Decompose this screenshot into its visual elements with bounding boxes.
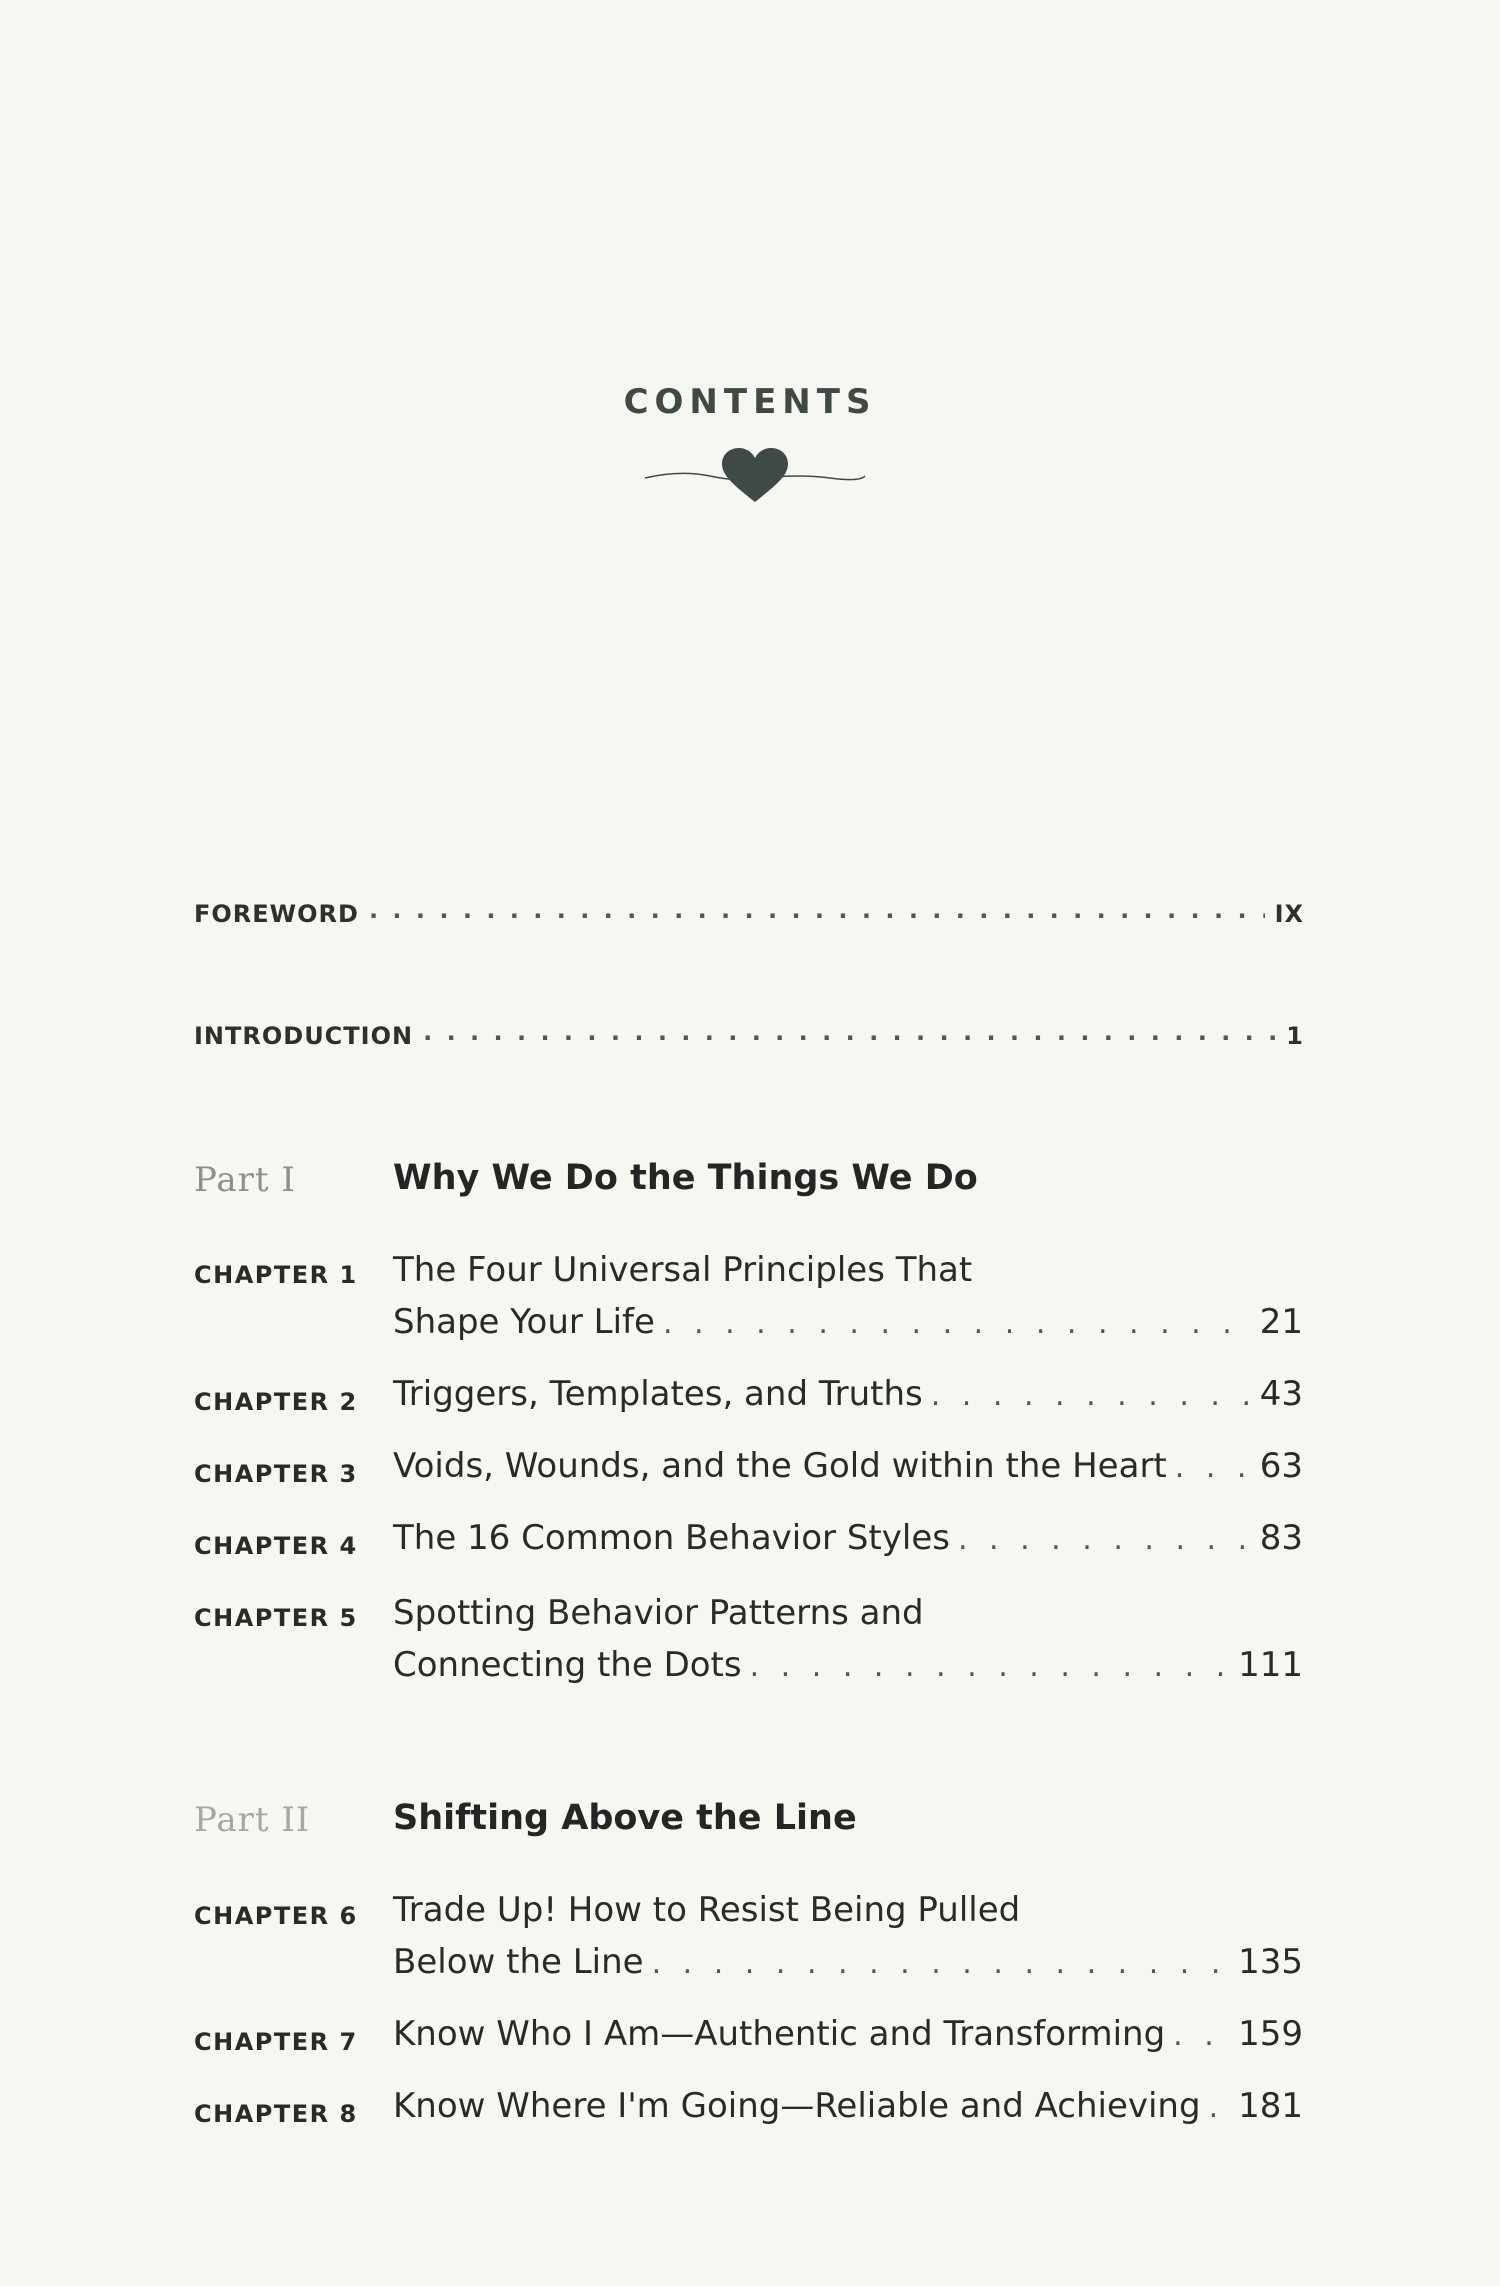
page-number: 83 [1259,1518,1303,1558]
chapter-title-line2: Connecting the Dots [393,1645,742,1685]
part-title: Why We Do the Things We Do [393,1158,978,1198]
part-label: Part I [194,1160,296,1200]
dot-leader [1175,1450,1252,1485]
dot-leader [652,1946,1231,1981]
toc-entry-chapter-5[interactable] [393,1645,1303,1693]
dot-leader [1209,2090,1231,2125]
chapter-label: CHAPTER 7 [194,2028,358,2056]
page-number: 1 [1286,1022,1304,1050]
chapter-label: CHAPTER 8 [194,2100,358,2128]
dot-leader [931,1378,1252,1413]
dot-leader [958,1522,1252,1557]
chapter-title-line1[interactable]: The Four Universal Principles That [393,1250,973,1290]
dot-leader [423,1018,1276,1046]
heart-divider-icon [640,440,870,510]
chapter-label: CHAPTER 3 [194,1460,358,1488]
part-title: Shifting Above the Line [393,1798,857,1838]
chapter-title-line1[interactable]: Trade Up! How to Resist Being Pulled [393,1890,1021,1930]
chapter-label: CHAPTER 1 [194,1261,358,1289]
page-number: 43 [1259,1374,1303,1414]
page-number: 21 [1259,1302,1303,1342]
page-number: 159 [1238,2014,1303,2054]
chapter-title: Voids, Wounds, and the Gold within the Heart [393,1446,1167,1486]
chapter-label: CHAPTER 5 [194,1604,358,1632]
page-number: IX [1274,900,1304,928]
chapter-title: Know Where I'm Going—Reliable and Achieving [393,2086,1201,2126]
toc-entry-foreword[interactable] [194,888,1304,928]
toc-entry-chapter-2[interactable] [393,1374,1303,1422]
chapter-label: CHAPTER 2 [194,1388,358,1416]
entry-label: FOREWORD [194,900,359,928]
part-label: Part II [194,1800,311,1840]
page-number: 181 [1238,2086,1303,2126]
chapter-title-line1[interactable]: Spotting Behavior Patterns and [393,1593,924,1633]
toc-entry-chapter-7[interactable] [393,2014,1303,2062]
toc-entry-chapter-3[interactable] [393,1446,1303,1494]
toc-entry-chapter-6[interactable] [393,1942,1303,1990]
chapter-label: CHAPTER 6 [194,1902,358,1930]
page-number: 111 [1238,1645,1303,1685]
dot-leader [663,1306,1252,1341]
dot-leader [369,896,1265,924]
page-title: CONTENTS [623,382,877,422]
chapter-title: Triggers, Templates, and Truths [393,1374,923,1414]
chapter-title-line2: Shape Your Life [393,1302,655,1342]
toc-entry-chapter-1[interactable] [393,1302,1303,1350]
dot-leader [750,1649,1230,1684]
page-number: 135 [1238,1942,1303,1982]
entry-label: INTRODUCTION [194,1022,414,1050]
chapter-label: CHAPTER 4 [194,1532,358,1560]
chapter-title: Know Who I Am—Authentic and Transforming [393,2014,1166,2054]
toc-entry-introduction[interactable] [194,1010,1304,1050]
chapter-title: The 16 Common Behavior Styles [393,1518,950,1558]
toc-entry-chapter-8[interactable] [393,2086,1303,2134]
chapter-title-line2: Below the Line [393,1942,644,1982]
toc-entry-chapter-4[interactable] [393,1518,1303,1566]
page-number: 63 [1259,1446,1303,1486]
dot-leader [1173,2018,1230,2053]
